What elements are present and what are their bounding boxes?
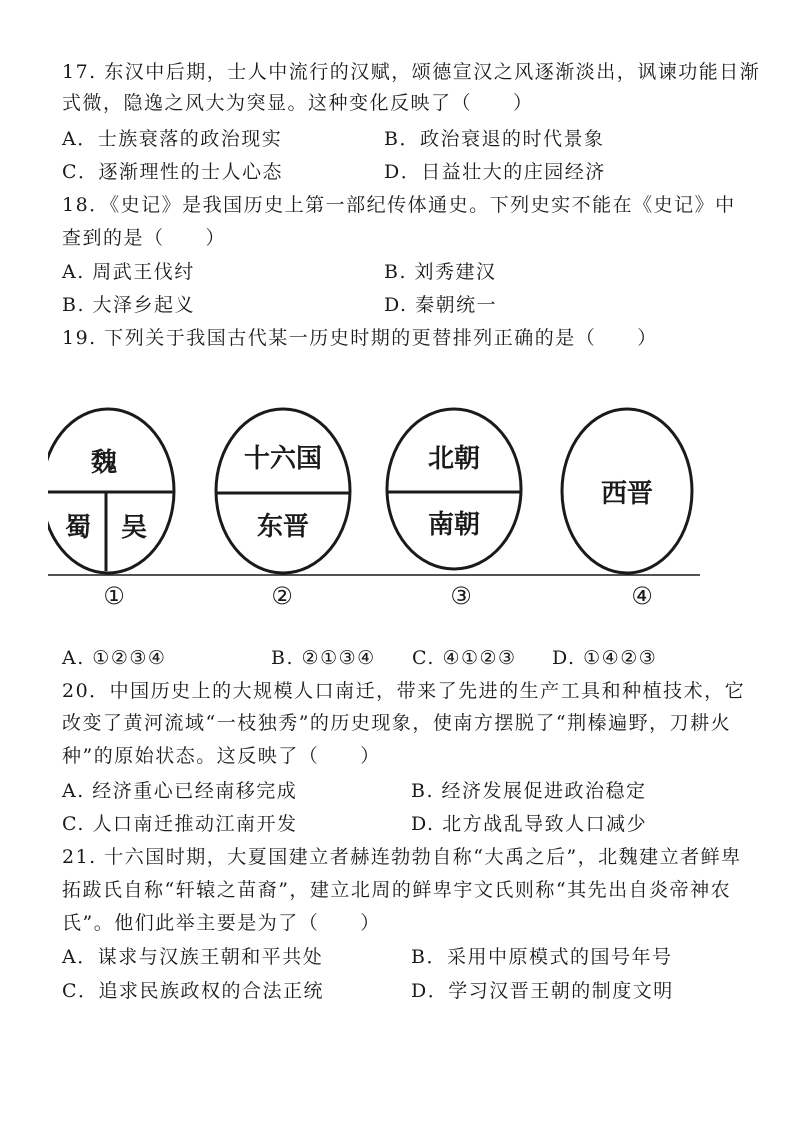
circle-4-number: ④ [631, 582, 653, 610]
circle-2-number: ② [271, 582, 293, 610]
q19-dynasty-diagram [0, 395, 800, 625]
q20-stem-line1: 20．中国历史上的大规模人口南迁，带来了先进的生产工具和种植技术，它 [62, 680, 746, 702]
circle-3-top-label: 北朝 [427, 444, 481, 474]
q17-option-c: C．逐渐理性的士人心态 [62, 161, 284, 183]
circle-3-number: ③ [450, 582, 472, 610]
q21-option-b: B．采用中原模式的国号年号 [411, 946, 673, 968]
q19-option-c: C. ④①②③ [412, 647, 517, 669]
q18-option-b: B. 刘秀建汉 [384, 261, 497, 283]
q18-stem-line1: 18．《史记》是我国历史上第一部纪传体通史。下列史实不能在《史记》中 [62, 194, 736, 216]
circle-2-top-label: 十六国 [243, 444, 323, 474]
q18-stem-line2: 查到的是（ ） [62, 227, 227, 249]
q21-stem-line1: 21. 十六国时期，大夏国建立者赫连勃勃自称“大禹之后”，北魏建立者鲜卑 [62, 846, 742, 868]
q21-stem-line2: 拓跋氏自称“轩辕之苗裔”，建立北周的鲜卑宇文氏则称“其先出自炎帝神农 [62, 879, 732, 901]
q17-stem-line1: 17. 东汉中后期，士人中流行的汉赋，颂德宣汉之风逐渐淡出，讽谏功能日渐 [62, 61, 761, 83]
q19-option-a: A. ①②③④ [62, 647, 167, 669]
q21-stem-line3: 氏”。他们此举主要是为了（ ） [62, 912, 381, 934]
q21-option-a: A．谋求与汉族王朝和平共处 [62, 946, 324, 968]
circle-1-number: ① [103, 582, 125, 610]
circle-1-top-label: 魏 [90, 448, 118, 478]
q17-option-b: B．政治衰退的时代景象 [384, 128, 605, 150]
q17-option-d: D．日益壮大的庄园经济 [384, 161, 606, 183]
q20-stem-line2: 改变了黄河流域“一枝独秀”的历史现象，使南方摆脱了“荆榛遍野，刀耕火 [62, 712, 732, 734]
circle-3 [387, 409, 521, 569]
q19-stem: 19. 下列关于我国古代某一历史时期的更替排列正确的是（ ） [62, 327, 658, 349]
circle-3-bottom-label: 南朝 [427, 510, 481, 540]
circle-2 [216, 409, 350, 573]
q19-option-d: D. ①④②③ [552, 647, 658, 669]
circle-1-three-kingdoms [40, 409, 174, 573]
circle-1-left-label: 蜀 [64, 513, 92, 543]
q18-option-d: D. 秦朝统一 [384, 294, 498, 316]
q21-option-c: C．追求民族政权的合法正统 [62, 980, 325, 1002]
q20-stem-line3: 种”的原始状态。这反映了（ ） [62, 745, 381, 767]
circle-4-label: 西晋 [600, 479, 654, 509]
q18-option-c: B. 大泽乡起义 [62, 294, 196, 316]
circle-2-bottom-label: 东晋 [256, 512, 310, 542]
q18-option-a: A. 周武王伐纣 [62, 261, 195, 283]
q21-option-d: D．学习汉晋王朝的制度文明 [411, 980, 674, 1002]
q20-option-d: D. 北方战乱导致人口减少 [411, 813, 648, 835]
q20-option-b: B. 经济发展促进政治稳定 [411, 780, 647, 802]
q19-option-b: B. ②①③④ [271, 647, 376, 669]
q20-option-c: C. 人口南迁推动江南开发 [62, 813, 298, 835]
q17-stem-line2: 式微，隐逸之风大为突显。这种变化反映了（ ） [62, 92, 534, 114]
q17-option-a: A．士族衰落的政治现实 [62, 128, 283, 150]
circle-1-right-label: 吴 [120, 513, 148, 543]
q20-option-a: A. 经济重心已经南移完成 [62, 780, 298, 802]
